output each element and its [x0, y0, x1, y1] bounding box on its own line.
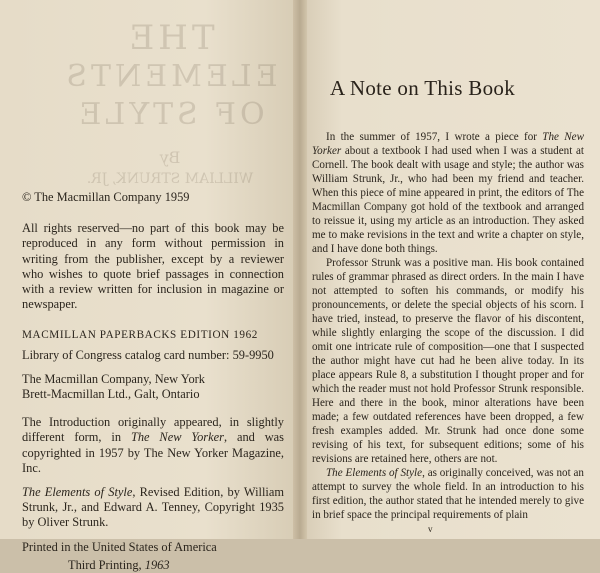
printing-line [22, 558, 284, 573]
paragraph-text: In the summer of 1957, I wrote a piece for [326, 131, 543, 143]
copyright-line: © The Macmillan Company 1959 [22, 190, 190, 204]
magazine-name: The New Yorker [312, 131, 584, 157]
publisher-line: Brett-Macmillan Ltd., Galt, Ontario [22, 387, 200, 402]
show-through-title [60, 18, 280, 208]
page-number: v [428, 524, 433, 534]
book-gutter [293, 0, 307, 539]
book-title: The Elements of Style [22, 485, 133, 500]
catalog-number: Library of Congress catalog card number: 59-9950 [22, 347, 274, 362]
intro-text: The Introduction originally appeared, in slightly different form, in [22, 415, 284, 445]
original-edition-text: , Revised Edition, by William Strunk, Jr., and Edward A. Tenney, Copyright 1935 by Oliver Strunk. [22, 485, 284, 530]
paragraph: Professor Strunk was a positive man. His book contained rules of grammar phrased as direct orders. In the main I have not attempted to soften his commands, or modify his pronouncements, or delete the special objects of his scorn. I have tried, instead, to preserve the flavor of his discontent, while slightly enlarging the scope of the discussion. I did omit one intricate rule of composition—one that I suspected the author might have cut had he been alive today. In its place appears Rule 8, a substitution I thought proper and for which the reader must not hold Professor Strunk responsible. Here and there in the book, minor alterations have been made; a few outdated references have been dropped, a few fresh examples added. Mr. Strunk had once done some revising of his text, for subsequent editions; some of his revisions are retained here, others are not. [312, 257, 584, 465]
page-title: A Note on This Book [330, 76, 515, 100]
paragraph [312, 130, 584, 256]
note-body [312, 130, 584, 522]
publisher-line: The Macmillan Company, New York [22, 371, 205, 386]
printed-in: Printed in the United States of America [22, 539, 217, 554]
printing-label: Third Printing, [68, 557, 145, 572]
copyright-block [22, 190, 284, 573]
edition-line: MACMILLAN PAPERBACKS EDITION 1962 [22, 329, 259, 342]
rights-statement: All rights reserved—no part of this book may be reproduced in any form without permission in writing from the publisher, except by a reviewer who wishes to quote brief passages in connection with a review written for inclusion in magazine or newspaper. [22, 221, 284, 312]
printing-year: 1963 [144, 557, 170, 572]
ghost-title-line: ELEMENTS [62, 59, 278, 94]
magazine-name: The New Yorker [130, 430, 224, 445]
intro-text: , and was copyrighted in 1957 by The New Yorker Magazine, Inc. [22, 430, 285, 475]
book-title: The Elements of Style [326, 467, 423, 479]
left-page [0, 0, 293, 572]
paragraph-text: about a textbook I had used when I was a student at Cornell. The book dealt with usage and style; the author was William Strunk, Jr., who had been my friend and teacher. When this piece of mine appeared in print, the editors of The Macmillan Company got hold of the textbook and arranged to reissue it, using my article as an introduction. They asked me to make revisions in the text and write a chapter on style, and I have done both things. [312, 145, 584, 255]
ghost-author: WILLIAM STRUNK, JR. [86, 171, 254, 187]
ghost-by: By [159, 148, 181, 167]
paragraph-text: , as originally conceived, was not an attempt to survey the whole field. In an introduction to his first edition, the author stated that he intended merely to give in brief space the principal requirements of plain [312, 467, 584, 521]
paragraph [312, 466, 584, 522]
ghost-title-line: THE [125, 18, 215, 58]
publisher-lines [22, 372, 284, 402]
ghost-title-line: OF STYLE [75, 97, 265, 132]
original-edition-note [22, 485, 284, 531]
intro-note [22, 415, 284, 476]
